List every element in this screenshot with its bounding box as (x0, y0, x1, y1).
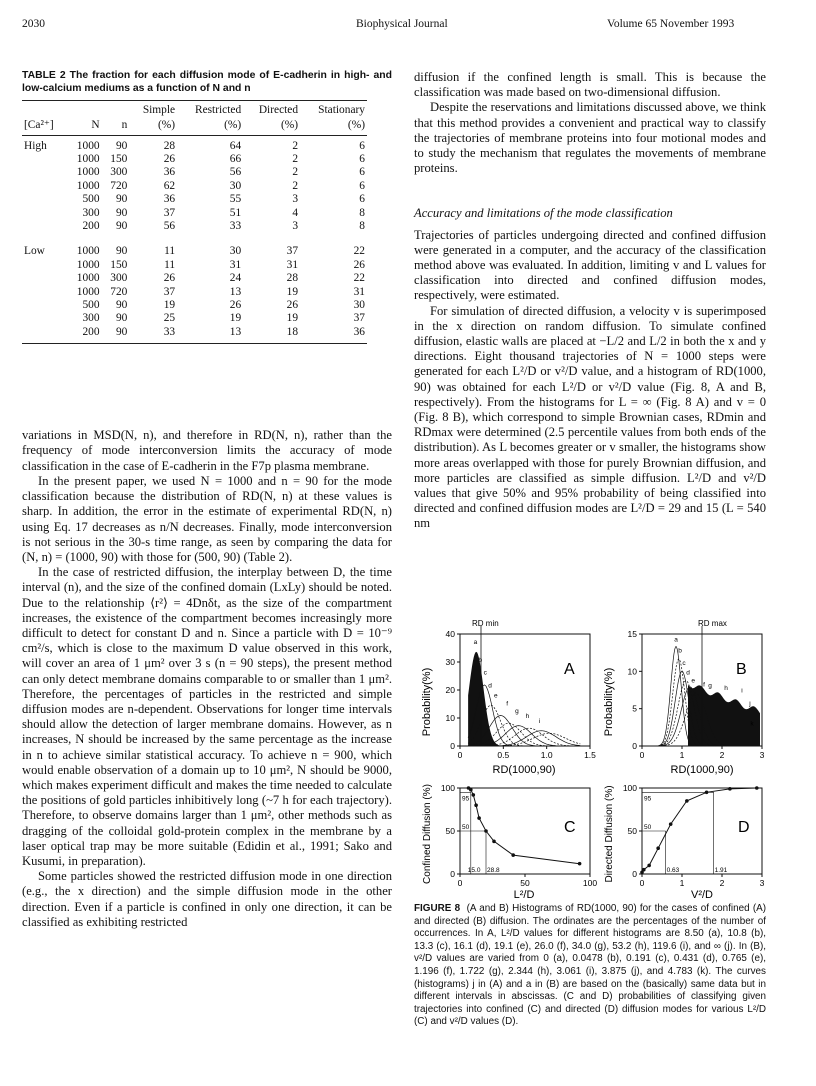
y-tick-label: 0 (450, 741, 455, 751)
column-header: (%) (177, 118, 243, 136)
panel-letter: B (736, 661, 747, 678)
calcium-level (22, 193, 66, 206)
x-tick-label: 1 (679, 878, 685, 888)
x-tick-label: 0 (639, 878, 645, 888)
table-cell: 31 (286, 258, 299, 271)
calcium-level (22, 312, 66, 325)
table-cell: 51 (229, 206, 242, 219)
x-tick-label: 0 (639, 750, 645, 760)
calcium-level (22, 207, 66, 220)
table-cell: 90 (115, 299, 128, 312)
table-cell: 90 (115, 220, 128, 233)
series-line (469, 788, 580, 864)
x-tick-label: 2 (719, 878, 725, 888)
curve-label: d (686, 669, 690, 677)
table-cell: 90 (115, 312, 128, 325)
table-row (22, 193, 367, 206)
table-cell: 1000 (76, 245, 100, 258)
curve-label: c (483, 669, 487, 677)
table-cell: 300 (82, 206, 100, 219)
table-cell: 37 (286, 245, 299, 258)
table-cell: 19 (229, 312, 242, 325)
table-cell: 28 (163, 139, 176, 152)
histogram-filled (688, 682, 760, 746)
y-tick-label: 0 (632, 869, 637, 879)
data-point (477, 816, 481, 820)
histogram-a (468, 652, 510, 746)
table-cell: 2 (292, 139, 299, 152)
table-cell: 37 (163, 206, 176, 219)
table-cell: 13 (229, 285, 242, 298)
curve-label: k (750, 720, 754, 728)
table-cell: 300 (110, 166, 128, 179)
data-point (578, 862, 582, 866)
paragraph: In the case of restricted diffusion, the interplay between D, the time interval (n), and the size of the confined domain (LxLy) should be noted. Due to the relationship ⟨r²⟩ = 4Dnδt, as the size of the compartment increases, the existence of the compartment becomes increasingly more difficult to detect for constant D and n. Since a particle with D = 10⁻⁹ cm²/s, which is close to the maximum D value observed in this work, will cover an area of 1 μm² over 3 s (n = 90 steps), the present method can only detect membrane domains comparable to or smaller than 1 μm². Therefore, the percentages of particles in the restricted and simple diffusion modes are n-dependent. Observations for longer time intervals should allow the detection of larger membrane domains. However, as n increases, N should be increased by the same percentage as the increase in n to achieve similar statistical accuracy. To achieve n = 900, which would enable observation of a domain up to 10 μm², N should be 9000, which makes experiment difficult and makes the time needed to calculate the positions of gold particles inhibitively long (~7 h for each trajectory). Therefore, to observe domains larger than 1 μm², other methods such as dragging of the colloidal gold-protein complex in the membrane by a laser optical trap may be more suitable (Edidin et al., 1991; Sako and Kusumi, in preparation). (22, 565, 392, 868)
y-tick-label: 10 (627, 666, 637, 677)
curve-label: i (538, 718, 541, 726)
table-cell: 37 (353, 312, 365, 325)
curve-label: a (674, 636, 678, 644)
table-cell: 56 (163, 220, 176, 233)
table-cell: 11 (164, 245, 176, 258)
table-row (22, 299, 367, 312)
data-point (656, 846, 660, 850)
data-point (472, 793, 476, 797)
axis-label-y: Probability(%) (603, 667, 615, 737)
axis-label-y: Probability(%) (421, 667, 433, 737)
page-number: 2030 (22, 18, 45, 30)
table-cell: 2 (292, 179, 299, 192)
y-tick-label: 100 (440, 783, 455, 793)
table-cell: 26 (163, 272, 176, 285)
right-column (414, 70, 766, 532)
table-cell: 19 (163, 299, 176, 312)
table-cell: 300 (82, 312, 100, 325)
x-tick-label: 1.0 (540, 750, 553, 760)
paragraph: Despite the reservations and limitations discussed above, we think that this method provides a convenient and practical way to classify the trajectories of membrane proteins into four motional modes and to study the mechanism that regulates the movements of membrane proteins. (414, 100, 766, 176)
table-cell: 64 (229, 139, 242, 152)
table-cell: 19 (286, 285, 299, 298)
curve-label: j (749, 700, 751, 708)
table-row (22, 233, 367, 258)
x-tick-label: 0 (457, 750, 463, 760)
column-header: [Ca²⁺] (22, 118, 66, 136)
table-row (22, 259, 367, 272)
column-header: (%) (129, 118, 177, 136)
rd-max-marker: RD max (698, 619, 727, 628)
x-tick-label: 0.5 (497, 750, 510, 760)
table-cell: 6 (359, 193, 365, 206)
x-tick-label: 2 (719, 750, 725, 760)
curve-label: h (525, 713, 530, 720)
calcium-level (22, 220, 66, 233)
x-tick-label: 50 (520, 878, 530, 888)
table-cell: 2 (292, 153, 299, 165)
paragraph: For simulation of directed diffusion, a velocity v is superimposed in the x direction on random diffusion. To simulate confined diffusion, elastic walls are placed at −L/2 and L/2 in both the x and y directions. Eight thousand trajectories of N = 1000 steps were generated for each L²/D or v²/D value, and a histogram of RD(1000, 90) was obtained for each L²/D or v²/D value (Fig. 8, A and B, respectively). From the histograms for L = ∞ (Fig. 8 A) and v = 0 (Fig. 8 B), which correspond to simple Brownian cases, RDmin and RDmax were determined (2.5 percentile values from both ends of the distribution). As L becomes greater or v smaller, the histograms show more areas overlapped with those for purely Brownian diffusion, and more particles are classified as simple diffusion. L²/D and v²/D values that give 50% and 95% probability of being classified into directed and confined diffusion modes are L²/D = 29 and 15 (L = 540 nm (414, 303, 766, 531)
table-row (22, 272, 367, 285)
table-cell: 22 (353, 272, 365, 285)
table-cell: 30 (229, 245, 242, 258)
curve-label: d (488, 682, 492, 690)
table-cell: 8 (359, 220, 365, 233)
reference-label: 15.0 (467, 867, 481, 874)
column-header: (%) (300, 118, 367, 136)
calcium-level: Low (24, 245, 45, 258)
reference-label: 28.8 (487, 867, 500, 874)
table-row (22, 312, 367, 325)
panel-letter: C (564, 819, 576, 836)
table-row (22, 286, 367, 299)
table-cell: 6 (359, 139, 365, 152)
y-tick-label: 40 (445, 629, 455, 639)
y-tick-label: 0 (450, 869, 455, 879)
table-cell: 30 (229, 179, 242, 192)
reference-label: 50 (644, 824, 652, 831)
table-cell: 26 (229, 299, 242, 312)
table-cell: 90 (115, 206, 128, 219)
curve-label: a (473, 639, 478, 647)
table-row (22, 326, 367, 344)
table-cell: 2 (292, 166, 299, 179)
col-header: Directed (243, 100, 300, 118)
reference-label: 1.91 (714, 867, 728, 874)
table-cell: 200 (66, 326, 101, 344)
table-cell: 28 (286, 272, 299, 285)
reference-label: 0.63 (666, 867, 680, 874)
table-row (22, 180, 367, 193)
table-cell: 200 (82, 220, 100, 233)
rd-min-marker: RD min (472, 619, 499, 628)
table-cell: 24 (229, 272, 242, 285)
table-cell: 36 (163, 166, 176, 179)
table-cell: 19 (286, 312, 299, 325)
curve-label: f (506, 700, 509, 708)
paragraph: Some particles showed the restricted diffusion mode in one direction (e.g., the x direction) and the simple diffusion mode in the other direction. Even if a particle is confined in only one direction, it can be classified as exhibiting restricted (22, 869, 392, 929)
table-cell: 90 (102, 326, 130, 344)
table-cell: 500 (82, 193, 100, 206)
table-cell: 11 (164, 258, 176, 271)
panel-a (446, 619, 597, 760)
table-cell: 6 (359, 179, 365, 192)
y-tick-label: 0 (632, 741, 637, 751)
data-point (642, 868, 646, 872)
x-tick-label: 0 (457, 878, 463, 888)
figure-caption (414, 903, 766, 1029)
axis-label-x: RD(1000,90) (492, 764, 556, 776)
table-cell: 62 (163, 179, 176, 192)
calcium-level (22, 299, 66, 312)
left-column (22, 70, 392, 930)
data-point (474, 803, 478, 807)
table-row (22, 207, 367, 220)
table-cell: 90 (115, 245, 128, 258)
curve-label: g (708, 682, 712, 690)
calcium-level (22, 259, 66, 272)
table-cell: 3 (292, 193, 299, 206)
table-cell: 13 (177, 326, 243, 344)
data-point (511, 853, 515, 857)
calcium-level (22, 153, 66, 166)
table-cell: 1000 (76, 153, 100, 165)
calcium-level (22, 272, 66, 285)
data-point (755, 786, 759, 790)
volume-info: Volume 65 November 1993 (607, 18, 735, 30)
table-cell: 26 (286, 299, 299, 312)
x-tick-label: 3 (759, 878, 765, 888)
calcium-level: High (24, 139, 47, 152)
col-header: Stationary (300, 100, 367, 118)
table-cell: 56 (229, 166, 242, 179)
data-point (669, 822, 673, 826)
table-cell: 31 (353, 285, 365, 298)
table-cell: 18 (243, 326, 300, 344)
table-row (22, 220, 367, 233)
y-tick-label: 50 (445, 826, 455, 836)
table-cell: 720 (110, 285, 128, 298)
y-tick-label: 10 (445, 713, 455, 723)
y-tick-label: 15 (627, 629, 637, 639)
figure-8 (414, 616, 774, 900)
table-cell: 26 (353, 258, 365, 271)
section-heading: Accuracy and limitations of the mode classification (414, 206, 673, 221)
calcium-level (22, 166, 66, 179)
curve-label: e (691, 677, 696, 685)
table-cell: 500 (82, 299, 100, 312)
table-cell: 150 (110, 153, 128, 165)
table-cell: 66 (229, 153, 242, 165)
y-tick-label: 100 (622, 783, 637, 793)
table-cell: 1000 (76, 139, 100, 152)
column-header: N (66, 118, 101, 136)
curve-label: b (478, 657, 483, 664)
table-caption: TABLE 2 The fraction for each diffusion mode of E-cadherin in high- and low-calcium mediums as a function of N and n (22, 70, 392, 94)
table-cell: 90 (115, 193, 128, 206)
table-cell: 1000 (76, 166, 100, 179)
table-cell: 6 (359, 166, 365, 179)
x-tick-label: 100 (582, 878, 598, 888)
table-cell: 6 (359, 153, 365, 165)
table-cell: 30 (353, 299, 365, 312)
table-row (22, 135, 367, 153)
column-header: (%) (243, 118, 300, 136)
x-tick-label: 3 (759, 750, 765, 760)
y-tick-label: 30 (445, 657, 455, 667)
axis-label-x: RD(1000,90) (670, 764, 734, 776)
col-header: Simple (129, 100, 177, 118)
axis-label-x: V²/D (691, 889, 713, 900)
y-tick-label: 20 (445, 685, 455, 695)
table-2 (22, 100, 367, 345)
table-cell: 36 (163, 193, 176, 206)
data-point (685, 799, 689, 803)
curve-label: i (741, 687, 743, 695)
paragraph: In the present paper, we used N = 1000 and n = 90 for the mode classification because the distribution of RD(N, n) at these values is sharp. In addition, the error in the estimate of experimental RD(N, n) using Eq. 17 decreases as n/N decreases. Finally, mode interconversion is not serious in the 30-s time range, as seen by comparing the data for (N, n) = (1000, 90) with those for (500, 90) (Table 2). (22, 473, 392, 564)
axis-label-y: Directed Diffusion (%) (604, 785, 615, 883)
table-cell: 22 (353, 245, 365, 258)
col-header: Restricted (177, 100, 243, 118)
panel-d (623, 783, 765, 888)
reference-label: 50 (462, 824, 470, 831)
table-cell: 8 (359, 206, 365, 219)
table-cell: 1000 (76, 258, 100, 271)
table-cell: 33 (129, 326, 177, 344)
table-cell: 26 (163, 153, 176, 165)
curve-label: f (703, 681, 705, 689)
table-cell: 36 (300, 326, 367, 344)
y-tick-label: 50 (627, 826, 637, 836)
table-cell: 33 (229, 220, 242, 233)
table-row (22, 166, 367, 179)
calcium-level (22, 326, 66, 344)
column-header: n (102, 118, 130, 136)
panel-b (628, 619, 765, 760)
table-cell: 1000 (76, 272, 100, 285)
data-point (469, 788, 473, 792)
axis-label-y: Confined Diffusion (%) (422, 784, 433, 884)
table-cell: 1000 (76, 285, 100, 298)
table-cell: 720 (110, 179, 128, 192)
axis-label-x: L²/D (513, 889, 535, 900)
table-cell: 150 (110, 258, 128, 271)
paragraph: diffusion if the confined length is small. This is because the classification was made based on two-dimensional diffusion. (414, 70, 766, 100)
calcium-level (22, 180, 66, 193)
curve-label: g (515, 707, 519, 715)
curve-label: b (678, 647, 682, 655)
paragraph: Trajectories of particles undergoing directed and confined diffusion were generated in a computer, and the accuracy of the classification method above was evaluated. In addition, limiting v and L values for classification into directed and confined diffusion modes, respectively, were estimated. (414, 227, 766, 303)
reference-label: 95 (644, 795, 652, 803)
data-point (492, 840, 496, 844)
data-point (728, 787, 732, 791)
table-cell: 31 (229, 258, 242, 271)
reference-label: 95 (462, 795, 470, 803)
curve-label: e (493, 692, 498, 700)
figure-label: FIGURE 8 (414, 903, 461, 914)
paragraph: variations in MSD(N, n), and therefore in RD(N, n), rather than the frequency of mode interconversion limits the accuracy of mode classification in the case of E-cadherin in the F7p plasma membrane. (22, 428, 392, 473)
curve-label: c (682, 660, 686, 668)
y-tick-label: 5 (632, 703, 637, 714)
x-tick-label: 1 (679, 750, 685, 760)
panel-letter: D (738, 819, 750, 836)
table-cell: 1000 (76, 179, 100, 192)
table-cell: 25 (163, 312, 176, 325)
data-point (647, 864, 651, 868)
table-cell: 90 (115, 139, 128, 152)
x-tick-label: 1.5 (584, 750, 596, 760)
table-cell: 300 (110, 272, 128, 285)
journal-name: Biophysical Journal (356, 18, 448, 30)
curve-label: h (724, 685, 728, 692)
figure-caption-text: (A and B) Histograms of RD(1000, 90) for the cases of confined (A) and directed (B) diffusion. The ordinates are the percentages of the number of occurrences. In A, L²/D values for different histograms are 8.50 (a), 10.8 (b), 13.3 (c), 16.1 (d), 19.1 (e), 26.0 (f), 34.0 (g), 53.2 (h), 119.6 (i), and ∞ (j). In (B), v²/D values are varied from 0 (a), 0.0478 (b), 0.191 (c), 0.431 (d), 0.765 (e), 1.196 (f), 1.722 (g), 2.344 (h), 3.061 (i), 3.875 (j), and 4.783 (k). The curves (histograms) j in (A) and a in (B) are based on the (basically) same data but in different intervals in abscissas. (C and D) probabilities of classifying given trajectories into confined (C) and directed (D) diffusion modes for various L²/D (C) and v²/D values (D). (414, 903, 767, 1028)
table-cell: 4 (292, 206, 299, 219)
calcium-level (22, 286, 66, 299)
table-row (22, 153, 367, 166)
panel-letter: A (564, 661, 575, 678)
panel-c (441, 783, 598, 888)
table-cell: 37 (163, 285, 176, 298)
table-cell: 3 (292, 220, 299, 233)
table-cell: 55 (229, 193, 242, 206)
